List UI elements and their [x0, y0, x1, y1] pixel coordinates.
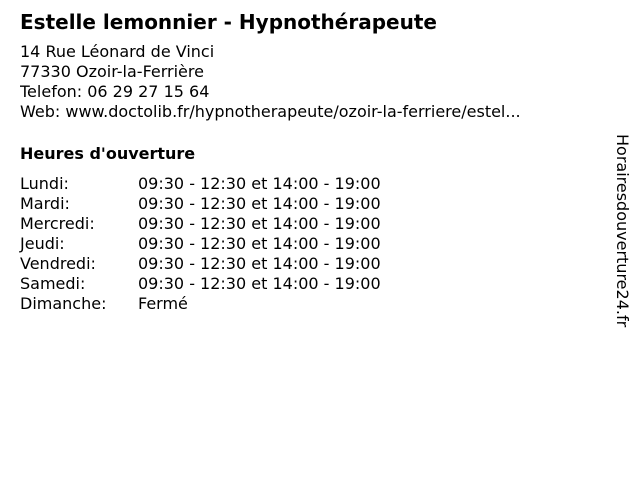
hours-day-label: Mercredi:	[20, 214, 95, 233]
opening-hours-list	[20, 174, 600, 314]
hours-time-value: 09:30 - 12:30 et 14:00 - 19:00	[138, 174, 381, 193]
opening-hours-heading: Heures d'ouverture	[20, 144, 196, 163]
address-city: 77330 Ozoir-la-Ferrière	[20, 62, 204, 81]
hours-row-vendredi	[20, 254, 600, 274]
address-street: 14 Rue Léonard de Vinci	[20, 42, 215, 61]
hours-time-value: Fermé	[138, 294, 188, 313]
phone-number: Telefon: 06 29 27 15 64	[20, 82, 210, 101]
hours-day-label: Vendredi:	[20, 254, 96, 273]
hours-time-value: 09:30 - 12:30 et 14:00 - 19:00	[138, 234, 381, 253]
business-name: Estelle lemonnier - Hypnothérapeute	[20, 10, 437, 34]
hours-time-value: 09:30 - 12:30 et 14:00 - 19:00	[138, 274, 381, 293]
hours-day-label: Lundi:	[20, 174, 69, 193]
hours-row-lundi	[20, 174, 600, 194]
business-card	[20, 8, 600, 314]
hours-time-value: 09:30 - 12:30 et 14:00 - 19:00	[138, 194, 381, 213]
hours-time-value: 09:30 - 12:30 et 14:00 - 19:00	[138, 214, 381, 233]
site-watermark: Horairesdouverture24.fr	[613, 134, 632, 328]
website-link[interactable]: Web: www.doctolib.fr/hypnotherapeute/ozoir-la-ferriere/estel...	[20, 102, 521, 121]
hours-row-dimanche	[20, 294, 600, 314]
hours-day-label: Jeudi:	[20, 234, 65, 253]
hours-row-mercredi	[20, 214, 600, 234]
hours-day-label: Dimanche:	[20, 294, 107, 313]
hours-day-label: Samedi:	[20, 274, 86, 293]
hours-row-samedi	[20, 274, 600, 294]
hours-day-label: Mardi:	[20, 194, 70, 213]
hours-row-mardi	[20, 194, 600, 214]
hours-time-value: 09:30 - 12:30 et 14:00 - 19:00	[138, 254, 381, 273]
hours-row-jeudi	[20, 234, 600, 254]
